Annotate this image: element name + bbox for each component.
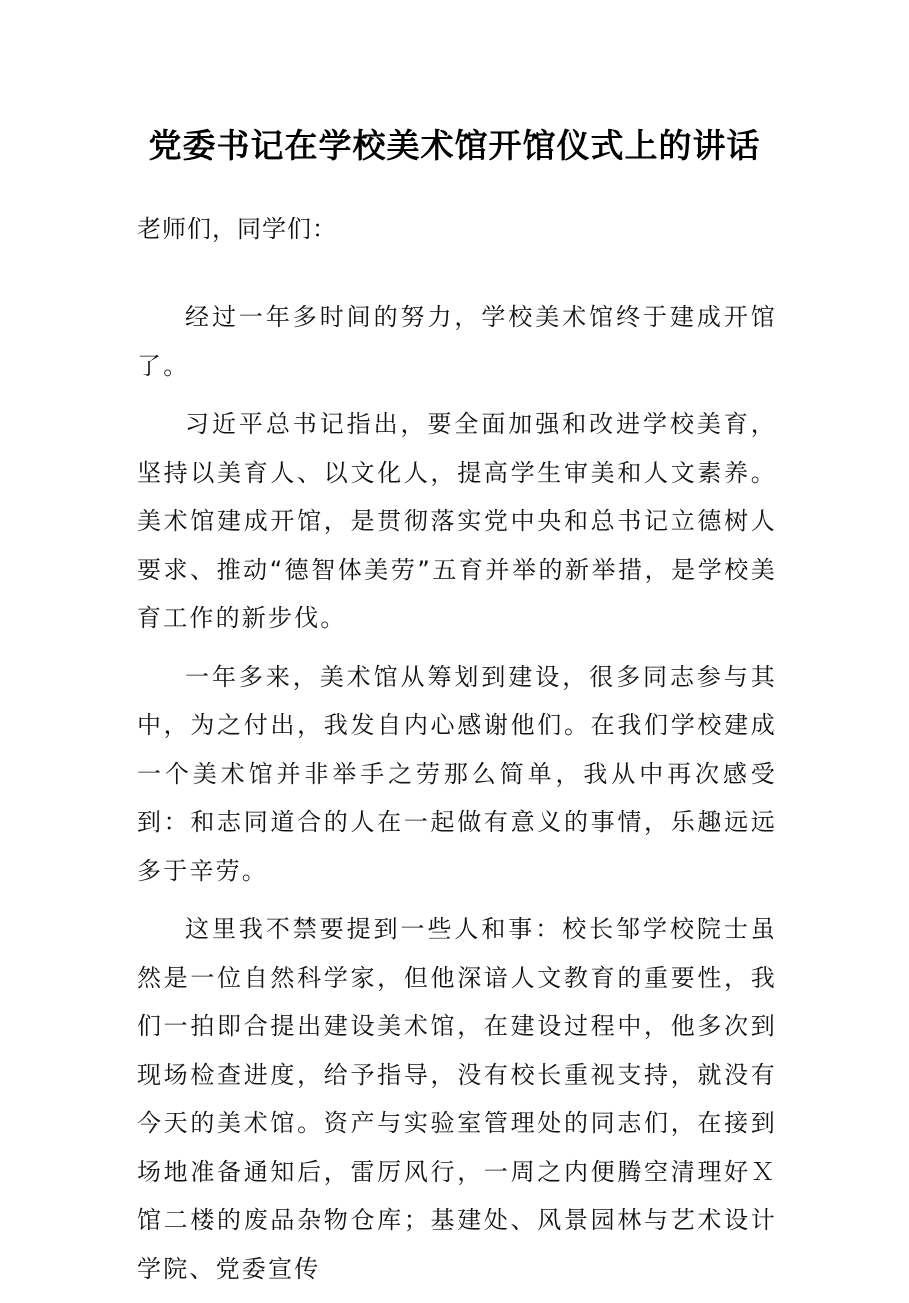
page-title: 党委书记在学校美术馆开馆仪式上的讲话	[148, 126, 761, 165]
paragraph: 经过一年多时间的努力，学校美术馆终于建成开馆了。	[137, 303, 777, 380]
paragraph: 这里我不禁要提到一些人和事：校长邹学校院士虽然是一位自然科学家，但他深谙人文教育的重要性，我们一拍即合提出建设美术馆，在建设过程中，他多次到现场检查进度，给予指导，没有校长重视支持，就没有今天的美术馆。资产与实验室管理处的同志们，在接到场地准备通知后，雷厉风行，一周之内便腾空清理好Ｘ馆二楼的废品杂物仓库；基建处、风景园林与艺术设计学院、党委宣传	[137, 915, 777, 1283]
paragraph: 习近平总书记指出，要全面加强和改进学校美育，坚持以美育人、以文化人，提高学生审美和人文素养。美术馆建成开馆，是贯彻落实党中央和总书记立德树人要求、推动“德智体美劳”五育并举的新举措，是学校美育工作的新步伐。	[137, 410, 777, 632]
salutation: 老师们，同学们：	[137, 215, 337, 243]
body-text	[137, 293, 777, 1303]
paragraph: 一年多来，美术馆从筹划到建设，很多同志参与其中，为之付出，我发自内心感谢他们。在我们学校建成一个美术馆并非举手之劳那么简单，我从中再次感受到：和志同道合的人在一起做有意义的事情，乐趣远远多于辛劳。	[137, 662, 777, 885]
